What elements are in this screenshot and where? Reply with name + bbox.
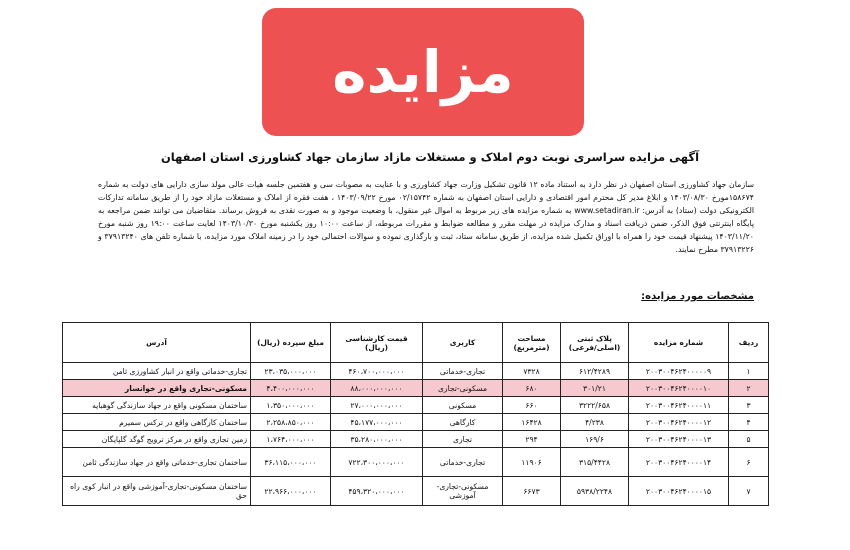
cell-deposit: ۳۶،۱۱۵،۰۰۰،۰۰۰ (251, 448, 331, 477)
cell-usage: مسکونی-تجاری-آموزشی (423, 477, 503, 506)
cell-auction-number: ۲۰۰۳۰۰۴۶۲۴۰۰۰۰۱۰ (629, 380, 729, 397)
cell-row-number: ۷ (729, 477, 769, 506)
cell-usage: مسکونی-تجاری (423, 380, 503, 397)
table-row (63, 414, 769, 431)
table-row (63, 477, 769, 506)
cell-auction-number: ۲۰۰۳۰۰۴۶۲۴۰۰۰۰۱۴ (629, 448, 729, 477)
cell-price: ۲۷،۰۰۰،۰۰۰،۰۰۰ (331, 397, 423, 414)
cell-auction-number: ۲۰۰۳۰۰۴۶۲۴۰۰۰۰۰۹ (629, 363, 729, 380)
cell-address: ساختمان مسکونی-تجاری-آموزشی واقع در انبار کوی راه حق (63, 477, 251, 506)
cell-area: ۶۶۷۳ (503, 477, 561, 506)
cell-price: ۸۸،۰۰۰،۰۰۰،۰۰۰ (331, 380, 423, 397)
cell-area: ۱۶۴۲۸ (503, 414, 561, 431)
header-plate: پلاک ثبتی (اصلی/فرعی) (561, 323, 629, 363)
cell-plate: ۳۱۵/۴۴۲۸ (561, 448, 629, 477)
cell-price: ۴۶۰،۷۰۰،۰۰۰،۰۰۰ (331, 363, 423, 380)
cell-area: ۷۳۲۸ (503, 363, 561, 380)
cell-row-number: ۳ (729, 397, 769, 414)
cell-price: ۳۵،۲۸۰،۰۰۰،۰۰۰ (331, 431, 423, 448)
cell-deposit: ۱،۳۵۰،۰۰۰،۰۰۰ (251, 397, 331, 414)
cell-address: ساختمان مسکونی واقع در جهاد سازندگی گوهبایه (63, 397, 251, 414)
cell-plate: ۳۰۱/۲۱ (561, 380, 629, 397)
cell-price: ۴۵۹،۳۲۰،۰۰۰،۰۰۰ (331, 477, 423, 506)
cell-price: ۴۵،۱۷۷،۰۰۰،۰۰۰ (331, 414, 423, 431)
cell-address: مسکونی-تجاری واقع در خوانسار (63, 380, 251, 397)
cell-usage: مسکونی (423, 397, 503, 414)
header-deposit: مبلغ سپرده (ریال) (251, 323, 331, 363)
header-area: مساحت (مترمربع) (503, 323, 561, 363)
cell-plate: ۶۱۲/۴۲۸۹ (561, 363, 629, 380)
cell-auction-number: ۲۰۰۳۰۰۴۶۲۴۰۰۰۰۱۲ (629, 414, 729, 431)
header-address: آدرس (63, 323, 251, 363)
section-subheading: مشخصات مورد مزایده: (641, 291, 754, 302)
cell-area: ۶۶۰ (503, 397, 561, 414)
cell-auction-number: ۲۰۰۳۰۰۴۶۲۴۰۰۰۰۱۳ (629, 431, 729, 448)
cell-price: ۷۲۲،۳۰۰،۰۰۰،۰۰۰ (331, 448, 423, 477)
cell-address: ساختمان تجاری-خدماتی واقع در جهاد سازندگی ثامن (63, 448, 251, 477)
header-usage: کاربری (423, 323, 503, 363)
cell-address: زمین تجاری واقع در مرکز ترویج گوگد گلپایگان (63, 431, 251, 448)
cell-row-number: ۱ (729, 363, 769, 380)
cell-address: ساختمان کارگاهی واقع در ترکس سمیرم (63, 414, 251, 431)
table-row (63, 363, 769, 380)
cell-usage: تجاری (423, 431, 503, 448)
header-price: قیمت کارشناسی (ریال) (331, 323, 423, 363)
cell-deposit: ۲،۲۵۸،۸۵۰،۰۰۰ (251, 414, 331, 431)
cell-usage: کارگاهی (423, 414, 503, 431)
cell-usage: تجاری-خدماتی (423, 448, 503, 477)
cell-plate: ۳۲۲۲/۶۵۸ (561, 397, 629, 414)
cell-plate: ۴/۲۳۸ (561, 414, 629, 431)
table-row (63, 431, 769, 448)
table-row (63, 448, 769, 477)
table-row-highlighted (63, 380, 769, 397)
cell-deposit: ۲۳،۰۳۵،۰۰۰،۰۰۰ (251, 363, 331, 380)
table-header-row (63, 323, 769, 363)
cell-plate: ۵۹۳۸/۲۲۴۸ (561, 477, 629, 506)
table-row (63, 397, 769, 414)
header-auction-number: شماره مزایده (629, 323, 729, 363)
cell-usage: تجاری-خدماتی (423, 363, 503, 380)
cell-deposit: ۲۲،۹۶۶،۰۰۰،۰۰۰ (251, 477, 331, 506)
cell-row-number: ۲ (729, 380, 769, 397)
header-row-number: ردیف (729, 323, 769, 363)
auction-items-table (62, 322, 769, 506)
cell-plate: ۱۶۹/۶ (561, 431, 629, 448)
cell-deposit: ۴،۴۰۰،۰۰۰،۰۰۰ (251, 380, 331, 397)
cell-area: ۱۱۹۰۶ (503, 448, 561, 477)
cell-auction-number: ۲۰۰۳۰۰۴۶۲۴۰۰۰۰۱۱ (629, 397, 729, 414)
cell-deposit: ۱،۷۶۴،۰۰۰،۰۰۰ (251, 431, 331, 448)
banner-text: مزایده (332, 38, 514, 106)
auction-banner (262, 8, 584, 136)
cell-row-number: ۴ (729, 414, 769, 431)
cell-row-number: ۵ (729, 431, 769, 448)
intro-paragraph: سازمان جهاد کشاورزی استان اصفهان در نظر دارد به استناد ماده ۱۲ قانون تشکیل وزارت جهاد کشاورزی و با عنایت به مصوبات سی و هفتمین جلسه هیات عالی مولد سازی دارایی های دولت به شماره ۱۵۸۶۷۴مورخ ۱۴۰۳/۰۸/۳۰ و ابلاغ مدیر کل محترم امور اقتصادی و دارایی استان اصفهان به شماره ۰۲/۱۵۷۴۲ مورخ ۱۴۰۳/۰۹/۲۲ ، هفت فقره از املاک و مستغلات مازاد خود را از طریق سامانه تدارکات الکترونیکی دولت (ستاد) به آدرس: www.setadiran.ir به شماره مزایده های زیر مربوط به اموال غیر منقول، با وضعیت موجود و به صورت نقدی به فروش برساند. متقاضیان می توانند ضمن مراجعه به پایگاه اینترنتی فوق الذکر، ضمن دریافت اسناد و مدارک مزایده در مهلت مقرر و مطالعه ضوابط و مقررات مربوطه، از ساعت ۱۰:۰۰ روز یکشنبه مورخ ۱۴۰۳/۱۰/۳۰ لغایت ساعت ۱۹:۰۰ روز شنبه مورخ ۱۴۰۳/۱۱/۲۰ پیشنهاد قیمت خود را همراه با اوراق تکمیل شده مزایده، از طریق سامانه ستاد، ثبت و بارگذاری نموده و سوالات احتمالی خود را در زمینه املاک مورد مزایده، با شماره تلفن های ۳۷۹۱۳۲۴۰ و ۳۷۹۱۳۲۲۶ مطرح نمایند. (98, 180, 755, 254)
document-title: آگهی مزایده سراسری نوبت دوم املاک و مستغلات مازاد سازمان جهاد کشاورزی استان اصفهان (160, 150, 700, 164)
cell-row-number: ۶ (729, 448, 769, 477)
cell-address: تجاری-خدماتی واقع در انبار کشاورزی ثامن (63, 363, 251, 380)
cell-area: ۶۸۰ (503, 380, 561, 397)
cell-auction-number: ۲۰۰۳۰۰۴۶۲۴۰۰۰۰۱۵ (629, 477, 729, 506)
cell-area: ۲۹۴ (503, 431, 561, 448)
